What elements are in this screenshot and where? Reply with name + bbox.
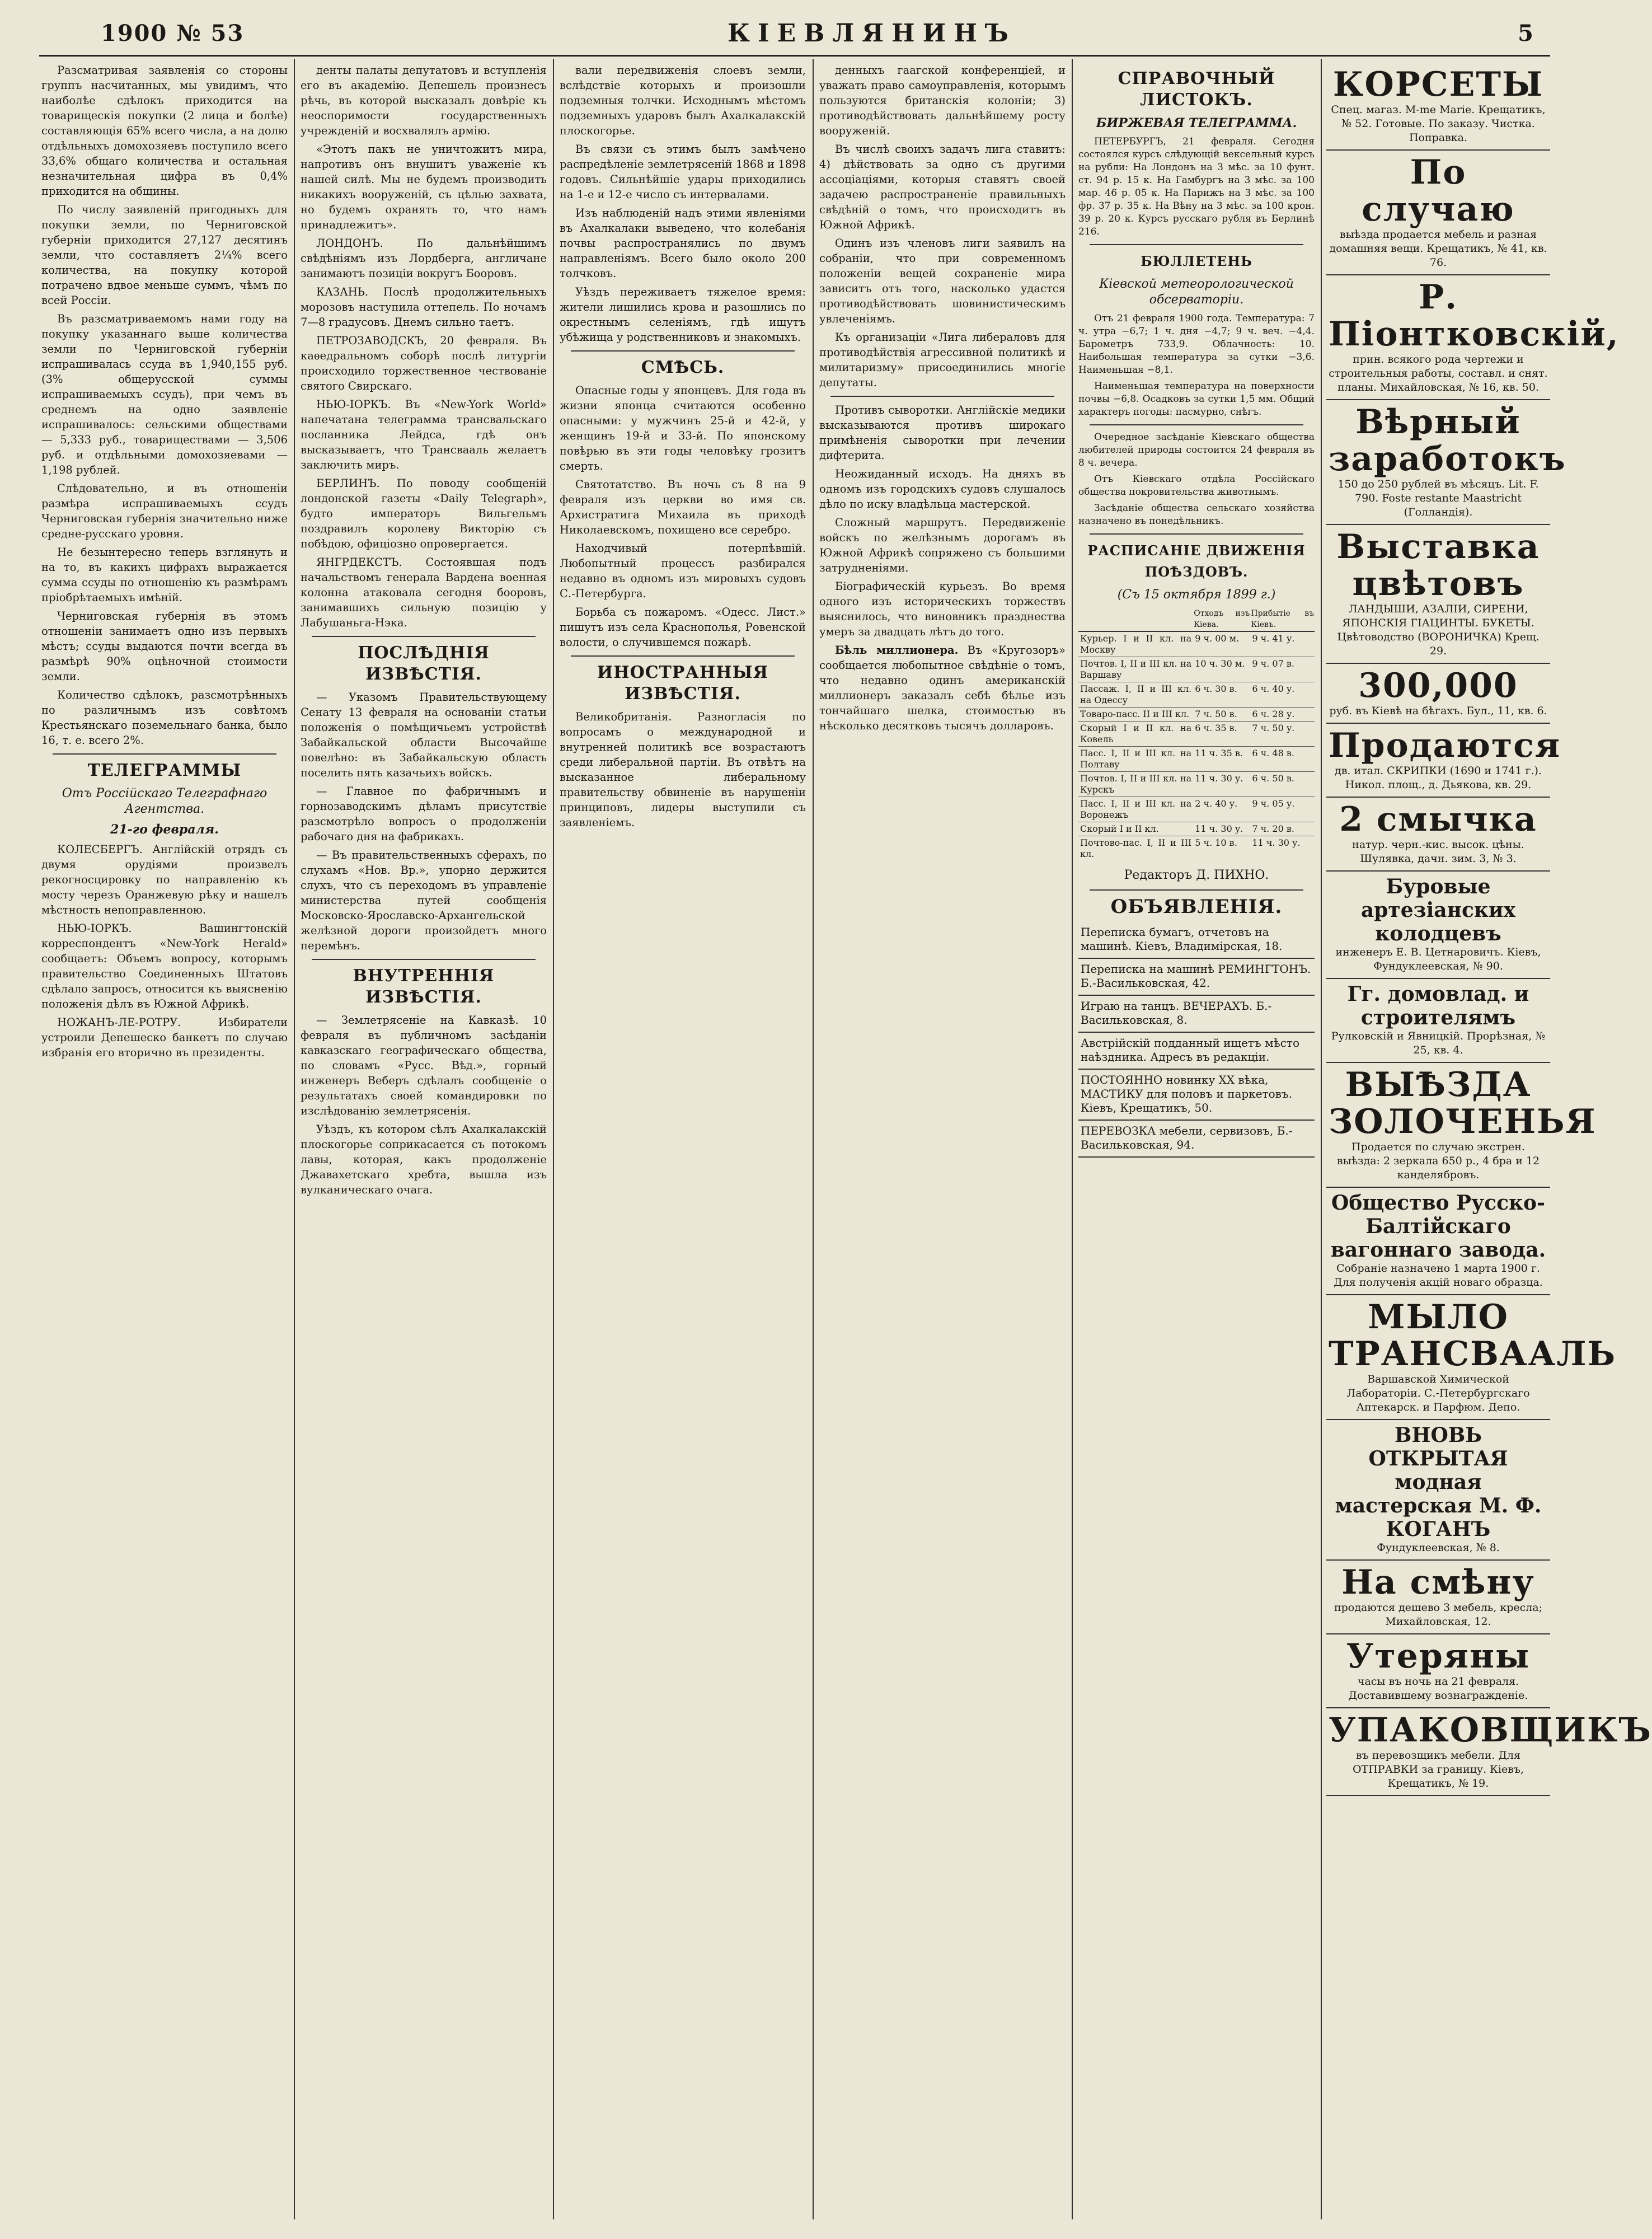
ad-text: натур. черн.-кис. высок. цѣны. Шулявка, дачн. зим. 3, № 3. — [1352, 839, 1524, 865]
classified-ad: Переписка бумагъ, отчетовъ на машинѣ. Кіевъ, Владимірская, 18. — [1078, 922, 1315, 959]
article-paragraph: вали передвиженія слоевъ земли, вслѣдствіе которыхъ и произошли подземныя толчки. Исходнымъ мѣстомъ подземныхъ ударовъ былъ Ахалкалакскій плоскогорье. — [560, 64, 806, 137]
table-row — [1078, 631, 1315, 657]
train-schedule-heading: РАСПИСАНІЕ ДВИЖЕНІЯ ПОѢЗДОВЪ. — [1087, 542, 1306, 580]
table-cell: Почтов. I, II и III кл. на Варшаву — [1078, 657, 1193, 682]
table-cell: 5 ч. 10 в. — [1193, 836, 1250, 861]
table-cell: Пасс. I, II и III кл. на Полтаву — [1078, 747, 1193, 772]
table-cell: 11 ч. 30 у. — [1193, 822, 1250, 836]
telegram-item: НОЖАНЪ-ЛЕ-РОТРУ. Избиратели устроили Депешеско банкетъ по случаю избранія его вторично въ президенты. — [41, 1016, 288, 1059]
table-cell: Почтово-пас. I, II и III кл. — [1078, 836, 1193, 861]
miscellany-continuation — [819, 402, 1066, 639]
issue-number: 1900 № 53 — [101, 20, 245, 46]
table-cell: Скорый I и II кл. — [1078, 822, 1193, 836]
display-ad — [1326, 979, 1550, 1063]
news-item: — Главное по фабричнымъ и горнозаводскимъ дѣламъ присутствіе разсмотрѣло вопросъ о продолженіи рабочаго дня на фабрикахъ. — [301, 785, 547, 843]
earthquake-article — [560, 63, 806, 345]
exchange-heading: БИРЖЕВАЯ ТЕЛЕГРАММА. — [1096, 116, 1297, 130]
miscellany-item: Сложный маршрутъ. Передвиженіе войскъ по желѣзнымъ дорогамъ въ Южной Африкѣ сопряжено съ большими затрудненіями. — [819, 516, 1066, 574]
miscellany-item: Неожиданный исходъ. На дняхъ въ одномъ изъ городскихъ судовъ слушалось дѣло по иску владѣльца мастерской. — [819, 467, 1066, 510]
ad-text: Собраніе назначено 1 марта 1900 г. Для полученія акцій новаго образца. — [1334, 1262, 1543, 1289]
miscellany-item: Находчивый потерпѣвшій. Любопытный процессъ разбирался недавно въ одномъ изъ мировыхъ судовъ С.-Петербурга. — [560, 542, 806, 600]
divider — [1090, 244, 1303, 245]
column-header: Прибытіе въ Кіевъ. — [1250, 607, 1315, 631]
ad-text: Рулковскій и Явницкій. Прорѣзная, № 25, кв. 4. — [1331, 1030, 1546, 1056]
divider — [1090, 889, 1303, 891]
table-row — [1078, 772, 1315, 797]
table-cell: 7 ч. 50 у. — [1250, 722, 1315, 747]
ad-headline: МЫЛО ТРАНСВААЛЬ — [1329, 1298, 1617, 1374]
display-ads-list — [1326, 63, 1652, 1796]
table-cell: 9 ч. 05 у. — [1250, 797, 1315, 822]
miscellany-list — [560, 383, 806, 650]
article-paragraph: денныхъ гаагской конференціей, и уважать право самоуправленія, которымъ пользуются британскія колоніи; 3) противодѣйствовать дальнѣйшему росту вооруженій. — [819, 64, 1066, 137]
telegram-item: ЯНГРДЕКСТЪ. Состоявшая подъ начальствомъ генерала Вардена военная колонна атаковала сегодня бооровъ, занимавшихъ сильную позицію у Лабушаньга-Нэка. — [301, 556, 547, 629]
ad-headline: УПАКОВЩИКЪ — [1329, 1711, 1652, 1750]
ad-text: Продается по случаю экстрен. выѣзда: 2 зеркала 650 р., 4 бра и 12 канделябровъ. — [1336, 1141, 1540, 1181]
table-row — [1078, 708, 1315, 722]
display-ad — [1326, 1063, 1597, 1188]
bulletin-subheading: Кіевской метеорологической обсерваторіи. — [1099, 277, 1294, 307]
table-header-row — [1078, 607, 1315, 631]
article-paragraph: Въ числѣ своихъ задачъ лига ставитъ: 4) дѣйствовать за одно съ другими ассоціаціями, которыя ставятъ своей задачею распространеніе правильныхъ свѣдѣній о томъ, что происходитъ въ Южной Африкѣ. — [819, 143, 1066, 231]
fabric-note: Бѣль миллионера. Въ «Кругозоръ» сообщается любопытное свѣдѣніе о томъ, что недавно одинъ американскій миллионеръ заказалъ себѣ бѣлье изъ тончайшаго шелка, стоимостью въ нѣсколько десятковъ тысячъ долларовъ. — [819, 644, 1066, 732]
table-row — [1078, 682, 1315, 708]
article-paragraph: Черниговская губернія въ этомъ отношеніи занимаетъ одно изъ первыхъ мѣстъ; ссуды выдаются почти всегда въ размѣрѣ 90% оцѣночной стоимости земли. — [41, 610, 288, 683]
foreign-news-list — [560, 709, 806, 830]
display-ad — [1326, 63, 1550, 151]
miscellany-item: Противъ сыворотки. Англійскіе медики высказываются противъ широкаго примѣненія сыворотки при лечении дифтерита. — [819, 404, 1066, 462]
column-2 — [301, 63, 547, 2218]
weather-text: Наименьшая температура на поверхности почвы −6,8. Осадковъ за сутки 1,5 мм. Общий характеръ погоды: пасмурно, снѣгъ. — [1078, 381, 1315, 418]
ad-headline: На смѣну — [1341, 1563, 1535, 1602]
ad-headline: Утеряны — [1346, 1637, 1531, 1676]
divider — [830, 396, 1054, 397]
ad-headline: По случаю — [1362, 153, 1515, 229]
telegram-item: КАЗАНЬ. Послѣ продолжительныхъ морозовъ наступила оттепель. По ночамъ 7—8 градусовъ. Днемъ сильно таетъ. — [301, 285, 547, 329]
column-1 — [41, 63, 288, 2218]
display-ad — [1326, 872, 1550, 979]
table-cell: 9 ч. 41 у. — [1250, 631, 1315, 657]
column-5 — [1078, 63, 1315, 2218]
table-row — [1078, 722, 1315, 747]
ad-text: ЛАНДЫШИ, АЗАЛІИ, СИРЕНИ, ЯПОНСКІЯ ГІАЦИНТЫ. БУКЕТЫ. Цвѣтоводство (ВОРОНИЧКА) Крещ. 29. — [1337, 603, 1540, 657]
table-cell: 9 ч. 07 в. — [1250, 657, 1315, 682]
article-paragraph: Одинъ изъ членовъ лиги заявилъ на собраніи, что при современномъ положеніи вещей сохраненіе мира зависитъ отъ того, насколько удастся противодѣйствовать шовинистическимъ увлеченіямъ. — [819, 237, 1066, 325]
divider — [1090, 533, 1303, 535]
column-4 — [819, 63, 1066, 2218]
news-item: — Въ правительственныхъ сферахъ, по слухамъ «Нов. Вр.», упорно держится слухъ, что съ переходомъ въ управленіе министерства путей сообщенія Московско-Ярославско-Архангельской желѣзной дороги произойдетъ много перемѣнъ. — [301, 849, 547, 952]
article-paragraph: Разсматривая заявленія со стороны группъ насчитанных, мы увидимъ, что наиболѣе сдѣлокъ приходится на товарищескія покупки (2 лица и болѣе) составляющія 65% всего числа, a на долю отдѣльныхъ домохозяевъ поступило всего 33,6% общаго количества и остальная незначительная цифра въ 0,4% приходится на общины. — [41, 64, 288, 198]
classified-ad: ПЕРЕВОЗКА мебели, сервизовъ, Б.-Васильковская, 94. — [1078, 1121, 1315, 1158]
column-divider — [553, 59, 554, 2219]
table-cell: Скорый I и II кл. на Ковель — [1078, 722, 1193, 747]
ad-text: въ перевозщикъ мебели. Для ОТПРАВКИ за границу. Кіевъ, Крещатикъ, № 19. — [1352, 1749, 1524, 1790]
article-paragraph: Къ организаціи «Лига либераловъ для противодѣйствія агрессивной политикѣ и милитаризму» присоединились многіе депутаты. — [819, 331, 1066, 389]
miscellany-heading: СМѢСЬ. — [641, 358, 725, 377]
table-row — [1078, 836, 1315, 861]
telegrams-heading: ТЕЛЕГРАММЫ — [87, 761, 242, 780]
ad-text: руб. въ Кіевѣ на бѣгахъ. Бул., 11, кв. 6. — [1329, 705, 1547, 717]
notice-item: Отъ Кіевскаго отдѣла Россійскаго общества покровительства животнымъ. — [1078, 474, 1315, 498]
ad-headline: ВНОВЬ ОТКРЫТАЯ модная мастерская М. Ф. КОГАНЪ — [1335, 1423, 1542, 1541]
ad-headline: Буровые артезіанских колодцевъ — [1360, 875, 1516, 945]
ad-headline: КОРСЕТЫ — [1332, 65, 1544, 104]
exchange-rates: ПЕТЕРБУРГЪ, 21 февраля. Сегодня состоялся курсъ слѣдующій вексельный курсъ на рубли: На Лондонъ на 3 мѣс. за 10 фунт. ст. 94 р. 15 к. На Гамбургъ на 3 мѣс. за 100 мар. 46 р. 05 к. На Парижъ на 3 мѣс. за 100 фр. 37 р. 35 к. На Вѣну на 3 мѣс. за 100 крон. 39 р. 20 к. Курсъ русскаго рубля въ Берлинѣ 216. — [1078, 136, 1315, 237]
column-divider — [813, 59, 814, 2219]
telegram-list — [41, 842, 288, 1060]
classified-ad: ПОСТОЯННО новинку XX вѣка, МАСТИКУ для половъ и паркетовъ. Кіевъ, Крещатикъ, 50. — [1078, 1070, 1315, 1121]
reference-heading: СПРАВОЧНЫЙ ЛИСТОКЪ. — [1118, 69, 1275, 110]
news-item: Великобританія. Разногласія по вопросамъ о международной и внутренней политикѣ все возрастаютъ среди либеральной партіи. Въ отвѣтъ на высказанное либеральному правительству обвиненіе въ нарушеніи принциповъ, лидеры выступили съ заявленіемъ. — [560, 710, 806, 829]
article-paragraph: Не безынтересно теперь взглянуть и на то, въ какихъ цифрахъ выражается сумма ссуды по отношенію къ размѣрамъ пріобрѣтаемыхъ имѣній. — [41, 546, 288, 604]
divider — [53, 753, 276, 755]
ad-headline: ВЫѢЗДА ЗОЛОЧЕНЬЯ — [1329, 1065, 1597, 1141]
display-ad — [1326, 400, 1566, 525]
telegram-item: НЬЮ-ІОРКЪ. Въ «New-York World» напечатана телеграмма трансвальскаго посланника Лейдса, гдѣ онъ высказываетъ, что Трансвааль желаетъ заключить миръ. — [301, 398, 547, 471]
display-ad — [1326, 1561, 1550, 1634]
table-row — [1078, 822, 1315, 836]
table-cell: 6 ч. 35 в. — [1193, 722, 1250, 747]
article-paragraph: По числу заявленій пригодныхъ для покупки земли, по Черниговской губерніи приходится 27,127 десятинъ земли, что составляетъ 2¼% всего количества, на покупку которой потрачено вдвое меньше суммъ, чѣмъ по всей Россіи. — [41, 203, 288, 307]
table-cell: 6 ч. 30 в. — [1193, 682, 1250, 708]
page-header — [39, 17, 1550, 56]
classified-ad: Переписка на машинѣ РЕМИНГТОНЪ. Б.-Васильковская, 42. — [1078, 959, 1315, 996]
notice-item: Очередное засѣданіе Кіевскаго общества любителей природы состоится 24 февраля въ 8 ч. вечера. — [1078, 432, 1315, 469]
article-paragraph: Уѣздъ переживаетъ тяжелое время: жители лишились крова и разошлись по окрестнымъ селеніямъ, гдѣ ищутъ убѣжища у родственниковъ и знакомыхъ. — [560, 285, 806, 344]
ad-headline: Вѣрный заработокъ — [1329, 402, 1566, 479]
table-cell: Пассаж. I, II и III кл. на Одессу — [1078, 682, 1193, 708]
latest-news-heading: ПОСЛѢДНІЯ ИЗВѢСТІЯ. — [358, 643, 490, 684]
column-6 — [1326, 63, 1652, 2218]
telegrams-date: 21-го февраля. — [110, 822, 219, 837]
table-cell: 6 ч. 40 у. — [1250, 682, 1315, 708]
article-paragraph: Количество сдѣлокъ, разсмотрѣнныхъ по различнымъ изъ совѣтомъ Крестьянскаго поземельнаго банка, было 16, т. е. всего 2%. — [41, 688, 288, 747]
small-ads-list — [1078, 922, 1315, 1158]
table-cell: 6 ч. 50 в. — [1250, 772, 1315, 797]
table-cell: Товаро-пасс. II и III кл. — [1078, 708, 1193, 722]
display-ad — [1326, 1634, 1550, 1708]
ad-headline: Общество Русско-Балтійскаго вагоннаго завода. — [1330, 1191, 1546, 1262]
display-ad — [1326, 724, 1561, 798]
table-cell: 9 ч. 00 м. — [1193, 631, 1250, 657]
telegram-item: «Этотъ пакъ не уничтожитъ мира, напротивъ онъ внушитъ уваженіе къ нашей силѣ. Мы не будемъ производить никакихъ вооруженій, съ цѣлью захвата, но будемъ охранять то, что намъ принадлежитъ». — [301, 143, 547, 231]
ad-headline: 2 смычка — [1339, 800, 1537, 839]
table-cell: 2 ч. 40 у. — [1193, 797, 1250, 822]
ad-headline: Р. Піонтковскій, — [1329, 278, 1620, 354]
miscellany-item: Святотатство. Въ ночь съ 8 на 9 февраля изъ церкви во имя св. Архистратига Михаила въ приходѣ Николаевскомъ, похищено все серебро. — [560, 478, 806, 536]
table-cell: 7 ч. 50 в. — [1193, 708, 1250, 722]
telegram-item: КОЛЕСБЕРГЪ. Англійскій отрядъ съ двумя орудіями произвелъ рекогносцировку по направленію къ мосту черезъ Оранжевую рѣку и нашелъ мѣстность непоправленною. — [41, 843, 288, 916]
ad-headline: 300,000 — [1358, 666, 1518, 705]
table-cell: Почтов. I, II и III кл. на Курскъ — [1078, 772, 1193, 797]
meetings-list — [1078, 431, 1315, 528]
ads-heading: ОБЪЯВЛЕНІЯ. — [1110, 896, 1283, 918]
header-rule — [39, 55, 1550, 57]
table-cell: 7 ч. 20 в. — [1250, 822, 1315, 836]
column-divider — [1072, 59, 1073, 2219]
ad-text: Варшавской Химической Лабораторіи. С.-Петербургскаго Аптекарск. и Парфюм. Депо. — [1346, 1373, 1530, 1413]
bulletin-heading: БЮЛЛЕТЕНЬ — [1141, 253, 1252, 269]
ad-text: Спец. магаз. M-me Marie. Крещатикъ, № 52. Готовые. По заказу. Чистка. Поправка. — [1331, 104, 1546, 144]
divider — [571, 655, 795, 657]
internal-news-list — [301, 1013, 547, 1197]
telegram-item: БЕРЛИНЪ. По поводу сообщеній лондонской газеты «Daily Telegraph», будто императоръ Вильгельмъ поздравилъ королеву Викторію съ побѣдою, офиціозно опровергается. — [301, 477, 547, 550]
display-ad — [1326, 798, 1550, 872]
article-paragraph: Изъ наблюденій надъ этими явленіями въ Ахалкалаки выведено, что колебанія почвы распространялись по двумъ направленіямъ. Всего было около 200 толчковъ. — [560, 207, 806, 280]
telegram-item: ЛОНДОНЪ. По дальнѣйшимъ свѣдѣніямъ изъ Лордберга, англичане занимаютъ позиціи вокругъ Бооровъ. — [301, 237, 547, 280]
ad-text: дв. итал. СКРИПКИ (1690 и 1741 г.). Никол. площ., д. Дьякова, кв. 29. — [1335, 765, 1542, 791]
table-cell: 6 ч. 28 у. — [1250, 708, 1315, 722]
column-header: Отходъ изъ Кіева. — [1193, 607, 1250, 631]
telegram-item: ПЕТРОЗАВОДСКЪ, 20 февраля. Въ каѳедральномъ соборѣ послѣ литургіи происходило торжественное чествованіе святого Свирскаго. — [301, 334, 547, 392]
ad-headline: Выставка цвѣтовъ — [1336, 527, 1540, 603]
miscellany-item: Борьба съ пожаромъ. «Одесс. Лист.» пишутъ изъ села Краснополья, Ровенской волости, о случившемся пожарѣ. — [560, 606, 806, 649]
divider — [312, 959, 536, 960]
column-divider — [294, 59, 295, 2219]
divider — [1090, 424, 1303, 425]
telegram-item: НЬЮ-ІОРКЪ. Вашингтонскій корреспондентъ «New-York Herald» сообщаетъ: Объемъ вопросу, которымъ правительство Соединенныхъ Штатовъ сдѣлало запросъ, относится къ выясненію положенія дѣлъ въ Южной Африкѣ. — [41, 922, 288, 1010]
display-ad — [1326, 525, 1550, 664]
ad-headline: Гг. домовлад. и строителямъ — [1347, 982, 1529, 1029]
column-divider — [1321, 59, 1322, 2219]
article-paragraph: Въ связи съ этимъ былъ замѣчено распредѣленіе землетрясеній 1868 и 1898 годовъ. Сильнѣйшіе удары приходились на 1-е и 12-е число съ интервалами. — [560, 143, 806, 201]
divider — [312, 636, 536, 637]
display-ad — [1326, 1295, 1617, 1420]
display-ad — [1326, 1188, 1550, 1295]
news-item: — Указомъ Правительствующему Сенату 13 февраля на основаніи статьи положенія о помѣщичьемъ устройствѣ Забайкальской области Высочайше повелѣно: въ Забайкальскую область поселить пять казачьихъ войскъ. — [301, 691, 547, 779]
article-statistics — [41, 63, 288, 748]
table-cell: 11 ч. 30 у. — [1193, 772, 1250, 797]
table-cell: Пасс. I, II и III кл. на Воронежъ — [1078, 797, 1193, 822]
ad-text: прин. всякого рода чертежи и строительныя работы, составл. и снят. планы. Михайловская, № 16, кв. 50. — [1329, 353, 1548, 394]
editor-signature: Редакторъ Д. ПИХНО. — [1124, 868, 1269, 882]
miscellany-item: Опасные годы у японцевъ. Для года въ жизни японца считаются особенно опасными: у мужчинъ 25-й и 42-й, у женщинъ 19-й и 33-й. По японскому повѣрью въ эти годы человѣку грозитъ смерть. — [560, 384, 806, 472]
news-item: Уѣздъ, къ котором сѣлъ Ахалкалакскій плоскогорье соприкасается съ потокомъ лавы, которая, какъ продолженіе Джавахетскаго хребта, вышла изъ вулканическаго очага. — [301, 1123, 547, 1196]
ad-text: Фундуклеевская, № 8. — [1377, 1542, 1500, 1554]
table-cell: 10 ч. 30 м. — [1193, 657, 1250, 682]
ad-text: продаются дешево 3 мебель, кресла; Михайловская, 12. — [1334, 1601, 1543, 1628]
train-schedule-subheading: (Съ 15 октября 1899 г.) — [1117, 588, 1276, 602]
bulletin-text: Отъ 21 февраля 1900 года. Температура: 7 ч. утра −6,7; 1 ч. дня −4,7; 9 ч. веч. −4,4. Барометръ 733,9. Облачность: 10. Наибольшая температура за сутки −3,6. Наименьшая −8,1. — [1078, 313, 1315, 376]
display-ad — [1326, 664, 1550, 724]
telegrams-subheading: Отъ Россійскаго Телеграфнаго Агентства. — [62, 786, 267, 816]
table-cell: 11 ч. 30 у. — [1250, 836, 1315, 861]
article-paragraph: Въ разсматриваемомъ нами году на покупку указаннаго выше количества земли по Черниговской губерніи испрашивалась ссуда въ 1,940,155 руб. (3% общерусской суммы испрашиваемыхъ ссудъ), при чемъ въ среднемъ на одно заявленіе испрашивалось: сельскими обществами — 5,333 руб., товариществами — 3,506 руб. и отдѣльными домохозяевами — 1,198 рублей. — [41, 312, 288, 476]
display-ad — [1326, 151, 1550, 275]
telegram-continuation — [301, 63, 547, 630]
table-row — [1078, 747, 1315, 772]
table-cell: 6 ч. 48 в. — [1250, 747, 1315, 772]
article-paragraph: Слѣдовательно, и въ отношеніи размѣра испрашиваемыхъ ссудъ Черниговская губернія значительно ниже средне-русскаго уровня. — [41, 482, 288, 540]
foreign-news-continuation — [819, 63, 1066, 390]
ad-text: 150 до 250 рублей въ мѣсяцъ. Lit. F. 790. Foste restante Maastricht (Голландія). — [1337, 478, 1539, 518]
ad-text: выѣзда продается мебель и разная домашняя вещи. Крещатикъ, № 41, кв. 76. — [1329, 228, 1547, 269]
ad-text: часы въ ночь на 21 февраля. Доставившему вознагражденіе. — [1348, 1675, 1528, 1702]
page-number: 5 — [1518, 20, 1533, 46]
internal-news-heading: ВНУТРЕННІЯ ИЗВѢСТІЯ. — [353, 966, 495, 1007]
divider — [571, 350, 795, 352]
telegram-item: денты палаты депутатовъ и вступленія его въ академію. Депешель произнесъ рѣчь, въ которой высказалъ довѣріе къ неоспоримости государственныхъ учрежденій и восхвалялъ армію. — [301, 64, 547, 137]
train-schedule-table — [1078, 607, 1315, 861]
foreign-news-heading: ИНОСТРАННЫЯ ИЗВѢСТІЯ. — [597, 663, 769, 704]
display-ad — [1326, 1708, 1652, 1796]
latest-news-list — [301, 690, 547, 953]
notice-item: Засѣданіе общества сельскаго хозяйства назначено въ понедѣльникъ. — [1078, 503, 1315, 527]
table-row — [1078, 657, 1315, 682]
miscellany-item: Біографическій курьезъ. Во время одного изъ историческихъ торжествъ выяснилось, что виновникъ празднества умеръ за двадцать лѣтъ до того. — [819, 580, 1066, 638]
news-item: — Землетрясеніе на Кавказѣ. 10 февраля въ публичномъ засѣданіи кавказскаго географическаго общества, по словамъ «Русс. Вѣд.», горный инженеръ Веберъ сдѣлалъ сообщеніе о результатахъ своей командировки по изслѣдованію землетрясенія. — [301, 1014, 547, 1117]
classified-ad: Австрійскій подданный ищетъ мѣсто наѣздника. Адресъ въ редакціи. — [1078, 1033, 1315, 1070]
classified-ad: Играю на танцъ. ВЕЧЕРАХЪ. Б.-Васильковская, 8. — [1078, 996, 1315, 1033]
ad-headline: Продаются — [1329, 726, 1561, 765]
table-row — [1078, 797, 1315, 822]
display-ad — [1326, 1420, 1550, 1561]
ad-text: инженеръ Е. В. Цетнаровичъ. Кіевъ, Фундуклеевская, № 90. — [1335, 946, 1541, 972]
table-cell: 11 ч. 35 в. — [1193, 747, 1250, 772]
table-cell: Курьер. I и II кл. на Москву — [1078, 631, 1193, 657]
column-3 — [560, 63, 806, 2218]
newspaper-title: КІЕВЛЯНИНЪ — [728, 19, 1016, 48]
display-ad — [1326, 275, 1620, 400]
column-header — [1078, 607, 1193, 631]
